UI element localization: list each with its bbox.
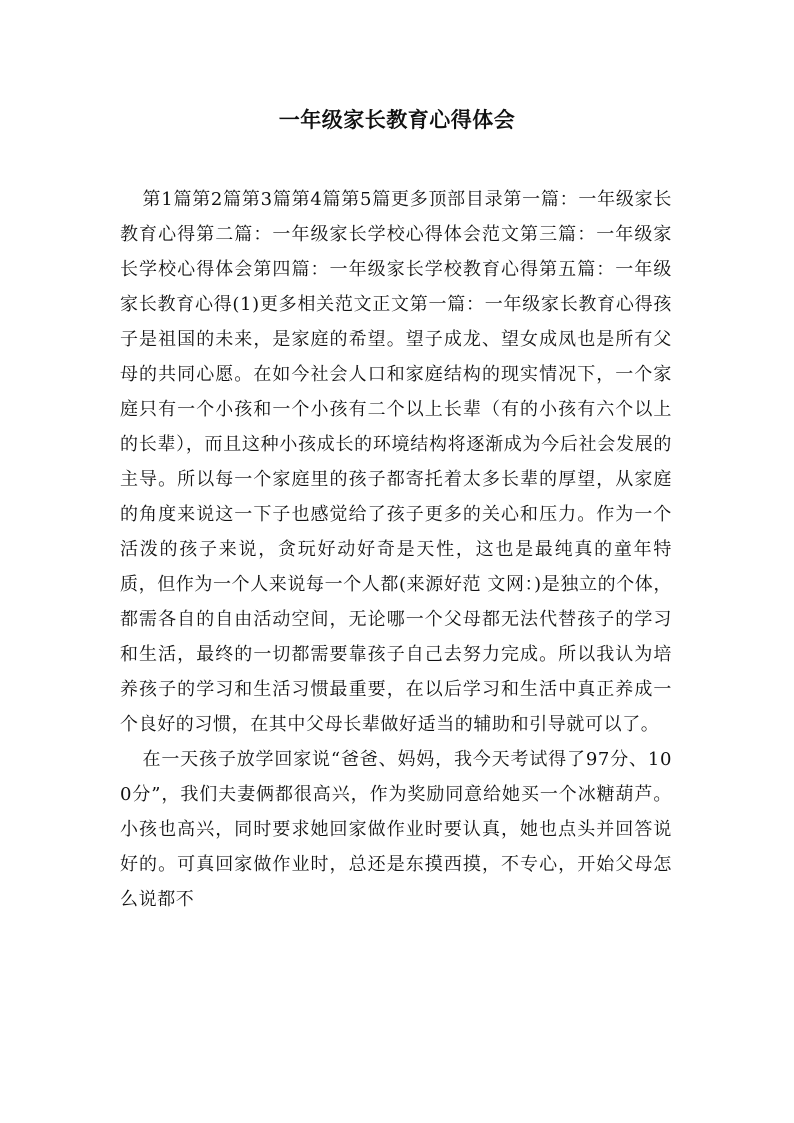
paragraph-2: 在一天孩子放学回家说“爸爸、妈妈，我今天考试得了97分、100分”，我们夫妻俩都很高兴，作为奖励同意给她买一个冰糖葫芦。小孩也高兴，同时要求她回家做作业时要认真，她也点头并回答说好的。可真回家做作业时，总还是东摸西摸，不专心，开始父母怎么说都不 [120, 749, 672, 910]
document-body [120, 182, 672, 917]
paragraph-1: 第1篇第2篇第3篇第4篇第5篇更多顶部目录第一篇：一年级家长教育心得第二篇：一年级家长学校心得体会范文第三篇：一年级家长学校心得体会第四篇：一年级家长学校教育心得第五篇：一年级家长教育心得(1)更多相关范文正文第一篇：一年级家长教育心得孩子是祖国的未来，是家庭的希望。望子成龙、望女成凤也是所有父母的共同心愿。在如今社会人口和家庭结构的现实情况下，一个家庭只有一个小孩和一个小孩有二个以上长辈（有的小孩有六个以上的长辈），而且这种小孩成长的环境结构将逐渐成为今后社会发展的主导。所以每一个家庭里的孩子都寄托着太多长辈的厚望，从家庭的角度来说这一下子也感觉给了孩子更多的关心和压力。作为一个活泼的孩子来说，贪玩好动好奇是天性，这也是最纯真的童年特质，但作为一个人来说每一个人都(来源好范 文网：)是独立的个体，都需各自的自由活动空间，无论哪一个父母都无法代替孩子的学习和生活，最终的一切都需要靠孩子自己去努力完成。所以我认为培养孩子的学习和生活习惯最重要，在以后学习和生活中真正养成一个良好的习惯，在其中父母长辈做好适当的辅助和引导就可以了。 [120, 189, 672, 735]
document-title: 一年级家长教育心得体会 [278, 107, 516, 132]
